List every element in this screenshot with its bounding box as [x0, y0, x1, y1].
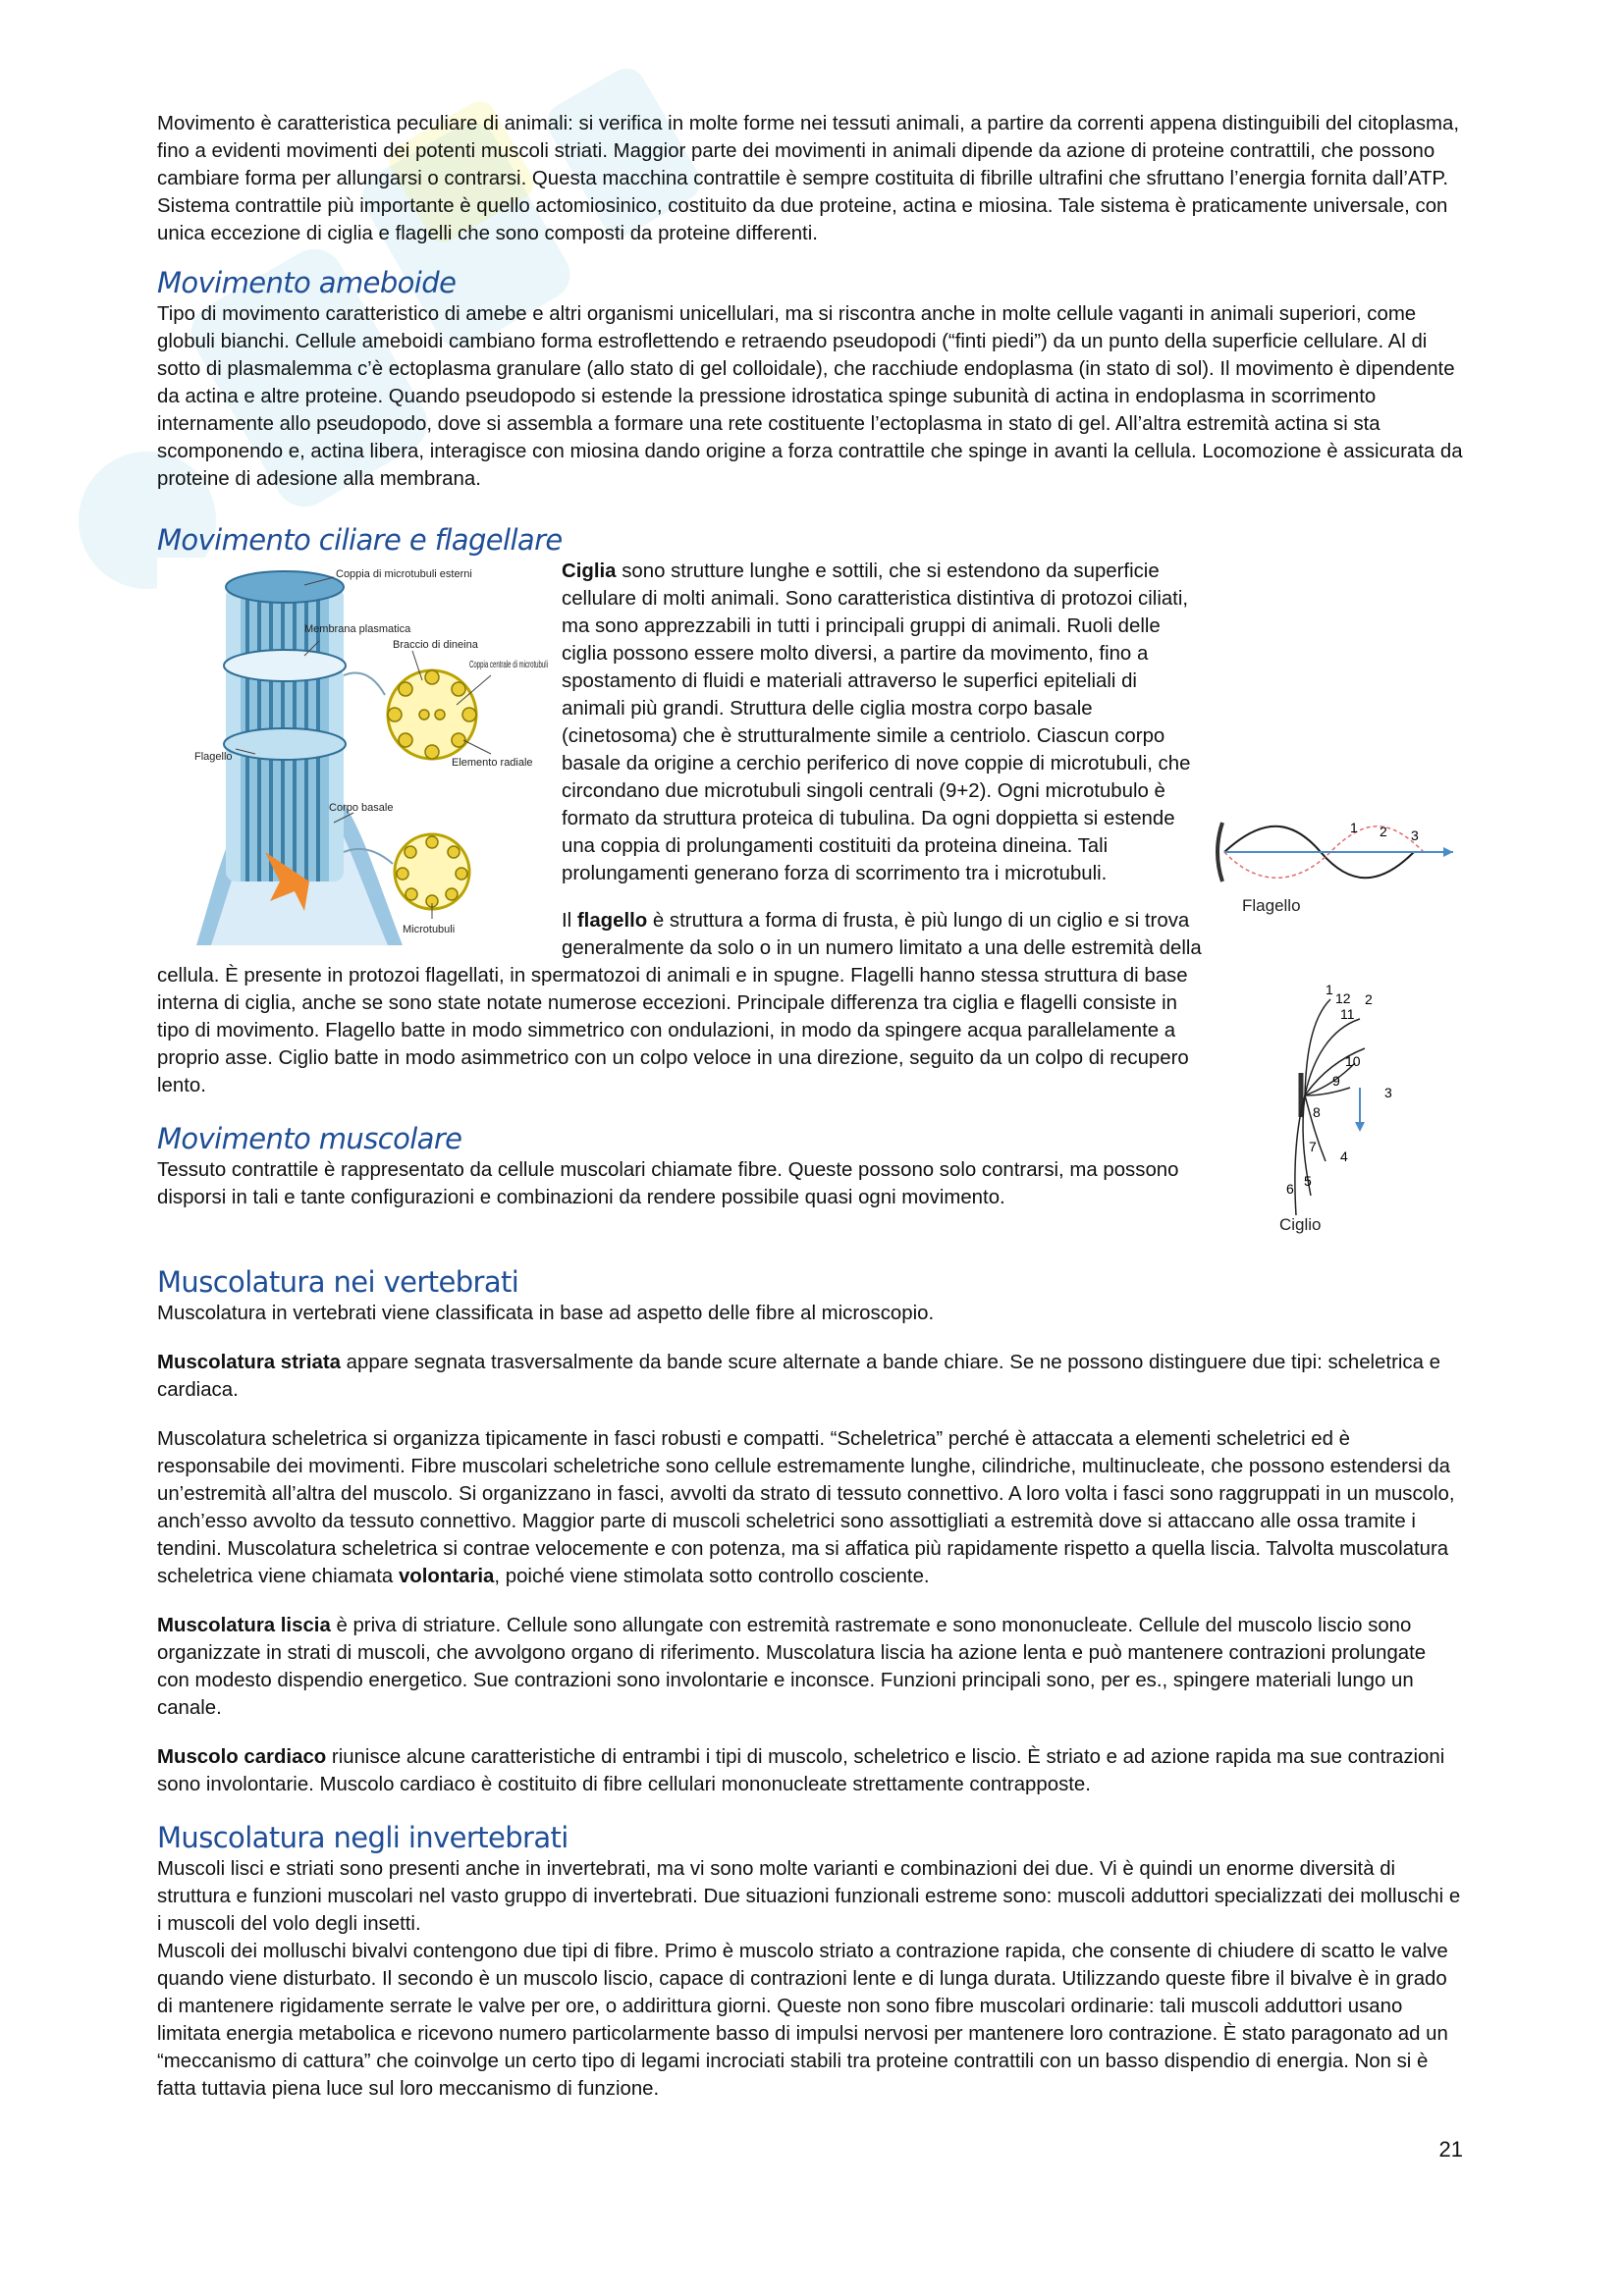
liscia-bold: Muscolatura liscia [157, 1615, 331, 1636]
ciglia-text: sono strutture lunghe e sottili, che si estendono da superficie cellulare di molti animali. Sono caratteristica distintiva di protozoi ciliati, ma sono apprezzabili in tutti i principali gruppi di animali. Ruoli delle ciglia possono essere molto diversi, a partire da movimento, fino a spostamento di fluidi e materiali attraverso le superfici epiteliali di animali più grandi. Struttura delle ciglia mostra corpo basale (cinetosoma) che è strutturalmente simile a centriolo. Ciascun corpo basale da origine a cerchio periferico di nove coppie di microtubuli, che circondano due microtubuli singoli centrali (9+2). Ogni microtubulo è formato da struttura proteica di tubulina. Da ogni doppietta si estende una coppia di prolungamenti costituiti da proteina dineina. Tali prolungamenti generano forza di scorrimento tra i microtubuli. [562, 561, 1191, 884]
ciglio-num-7: 7 [1309, 1139, 1317, 1154]
label-coppia-centrale: Coppia centrale di microtubuli [469, 660, 548, 670]
striata-paragraph [157, 1349, 1463, 1404]
scheletrica-text: Muscolatura scheletrica si organizza tipicamente in fasci robusti e compatti. “Scheletrica” perché è attaccata a elementi scheletrici ed è responsabile dei movimenti. Fibre muscolari scheletriche sono cellule estremamente lunghe, cilindriche, multinucleate, che possono estendersi da un’estremità all’altra del muscolo. Si organizzano in fasci, avvolti da strato di tessuto connettivo. A loro volta i fasci sono raggruppati in un muscolo, anch’esso avvolto da tessuto connettivo. Maggior parte di muscoli scheletrici sono assottigliati a estremità dove si attaccano alle ossa tramite i tendini. Muscolatura scheletrica si contrae velocemente e con potenza, ma si affatica più rapidamente rispetto a quella liscia. Talvolta muscolatura scheletrica viene chiamata [157, 1428, 1455, 1587]
ciglia-bold: Ciglia [562, 561, 617, 582]
label-membrana-plasmatica: Membrana plasmatica [304, 623, 411, 635]
ciglio-num-2: 2 [1365, 991, 1373, 1007]
page-content [157, 110, 1463, 2163]
flagello-bold: flagello [576, 910, 648, 932]
cardiaco-bold: Muscolo cardiaco [157, 1746, 327, 1768]
liscia-paragraph [157, 1612, 1463, 1722]
heading-muscolatura-invertebrati: Muscolatura negli invertebrati [157, 1821, 568, 1854]
label-elemento-radiale: Elemento radiale [452, 757, 533, 769]
vertebrati-paragraph: Muscolatura in vertebrati viene classificata in base ad aspetto delle fibre al microscopio. [157, 1303, 935, 1324]
flagello-caption: Flagello [1242, 896, 1301, 915]
ciglio-num-11: 11 [1340, 1006, 1355, 1022]
scheletrica-end: , poiché viene stimolata sotto controllo cosciente. [494, 1566, 930, 1587]
muscolare-paragraph: Tessuto contrattile è rappresentato da cellule muscolari chiamate fibre. Queste possono solo contrarsi, ma possono disporsi in tali e tante configurazioni e combinazioni da rendere possibile quasi ogni movimento. [157, 1159, 1179, 1208]
striata-bold: Muscolatura striata [157, 1352, 341, 1373]
volontaria-bold: volontaria [398, 1566, 495, 1587]
flagellum-wave-figure [1203, 813, 1463, 960]
liscia-text: è priva di striature. Cellule sono allungate con estremità rastremate e sono mononucleate. Cellule del muscolo liscio sono organizzate in strati di muscoli, che avvolgono organo di riferimento. Muscolatura liscia ha azione lenta e può mantenere contrazioni prolungate con modesto dispendio energetico. Sue contrazioni sono involontarie e inconsce. Funzioni principali sono, per es., spingere materiali lungo un canale. [157, 1615, 1427, 1719]
flagello-num-3: 3 [1411, 828, 1419, 843]
ciglio-num-10: 10 [1345, 1053, 1361, 1069]
ciglio-num-12: 12 [1335, 990, 1351, 1006]
ciglio-num-9: 9 [1332, 1073, 1340, 1089]
ciglio-num-4: 4 [1340, 1148, 1348, 1164]
label-braccio-dineina: Braccio di dineina [393, 639, 478, 651]
striata-text: appare segnata trasversalmente da bande scure alternate a bande chiare. Se ne possono distinguere due tipi: scheletrica e cardiaca. [157, 1352, 1440, 1401]
label-corpo-basale: Corpo basale [329, 802, 394, 814]
flagello-num-2: 2 [1380, 824, 1387, 839]
label-flagello: Flagello [194, 751, 233, 763]
ciglio-num-3: 3 [1384, 1085, 1392, 1100]
ciglio-caption: Ciglio [1279, 1215, 1322, 1234]
cilium-beat-figure [1203, 980, 1463, 1264]
scheletrica-paragraph [157, 1425, 1463, 1590]
intro-paragraph: Movimento è caratteristica peculiare di animali: si verifica in molte forme nei tessuti animali, a partire da correnti appena distinguibili del citoplasma, fino a evidenti movimenti dei potenti muscoli striati. Maggior parte dei movimenti in animali dipende da azione di proteine contrattili, che possono cambiare forma per allungarsi o contrarsi. Questa macchina contrattile è sempre costituita di fibrille ultrafini che sfruttano l’energia fornita dall’ATP. Sistema contrattile più importante è quello actomiosinico, costituito da due proteine, actina e miosina. Tale sistema è praticamente universale, con unica eccezione di ciglia e flagelli che sono composti da proteine differenti. [157, 113, 1459, 244]
flagello-pre: Il [562, 910, 577, 932]
heading-movimento-ciliare: Movimento ciliare e flagellare [157, 523, 563, 557]
ciglio-num-8: 8 [1313, 1104, 1321, 1120]
flagello-num-1: 1 [1350, 820, 1358, 835]
invertebrati-paragraph-1: Muscoli lisci e striati sono presenti anche in invertebrati, ma vi sono molte varianti e combinazioni dei due. Vi è quindi un enorme diversità di struttura e funzioni muscolari nel vasto gruppo di invertebrati. Due situazioni funzionali estreme sono: muscoli adduttori specializzati dei molluschi e i muscoli del volo degli insetti. [157, 1858, 1461, 1935]
cilium-structure-figure [157, 558, 550, 945]
ameboide-paragraph: Tipo di movimento caratteristico di amebe e altri organismi unicellulari, ma si riscontra anche in molte cellule vaganti in animali superiori, come globuli bianchi. Cellule ameboidi cambiano forma estroflettendo e retraendo pseudopodi (“finti piedi”) da un punto della superficie cellulare. Al di sotto di plasmalemma c’è ectoplasma granulare (allo stato di gel colloidale), che racchiude endoplasma (in stato di sol). Il movimento è dipendente da actina e altre proteine. Quando pseudopodo si estende la pressione idrostatica spinge subunità di actina in endoplasma in scorrimento internamente allo pseudopodo, dove si assembla a formare una rete costituente l’ectoplasma in stato di gel. All’altra estremità actina si sta scomponendo e, actina libera, interagisce con miosina dando origine a forza contrattile che spinge in avanti la cellula. Locomozione è assicurata da proteine di adesione alla membrana. [157, 303, 1463, 490]
cardiaco-text: riunisce alcune caratteristiche di entrambi i tipi di muscolo, scheletrico e liscio. È striato e ad azione rapida ma sue contrazioni sono involontarie. Muscolo cardiaco è costituito di fibre cellulari mononucleate strettamente contrapposte. [157, 1746, 1445, 1795]
label-microtubuli: Microtubuli [403, 924, 456, 935]
ciglio-num-6: 6 [1286, 1181, 1294, 1197]
heading-muscolatura-vertebrati: Muscolatura nei vertebrati [157, 1265, 519, 1299]
page-number: 21 [1438, 2137, 1463, 2162]
label-coppia-microtubuli: Coppia di microtubuli esterni [336, 568, 472, 580]
ciglio-num-1: 1 [1326, 982, 1333, 997]
heading-movimento-muscolare: Movimento muscolare [157, 1122, 462, 1155]
ciglio-num-5: 5 [1304, 1173, 1312, 1189]
invertebrati-paragraph-2: Muscoli dei molluschi bivalvi contengono due tipi di fibre. Primo è muscolo striato a contrazione rapida, che consente di chiudere di scatto le valve quando viene disturbato. Il secondo è un muscolo liscio, capace di contrazioni lente e di lunga durata. Utilizzando queste fibre il bivalve è in grado di mantenere rigidamente serrate le valve per ore, o addirittura giorni. Queste non sono fibre muscolari ordinarie: tali muscoli adduttori usano limitata energia metabolica e ricevono numero particolarmente basso di impulsi nervosi per mantenere loro contrazione. È stato paragonato ad un “meccanismo di cattura” che coinvolge un certo tipo di legami incrociati stabili tra proteine contrattili con un basso dispendio di energia. Non si è fatta tuttavia piena luce sul loro meccanismo di funzione. [157, 1941, 1448, 2100]
flagello-text: è struttura a forma di frusta, è più lungo di un ciglio e si trova generalmente da solo o in un numero limitato a una delle estremità della cellula. È presente in protozoi flagellati, in spermatozoi di animali e in spugne. Flagelli hanno stessa struttura di base interna di ciglia, anche se sono state notate numerose eccezioni. Principale differenza tra ciglia e flagelli consiste in tipo di movimento. Flagello batte in modo simmetrico con ondulazioni, in modo da spingere acqua parallelamente a proprio asse. Ciglio batte in modo asimmetrico con un colpo veloce in una direzione, seguito da un colpo di recupero lento. [157, 910, 1202, 1096]
heading-movimento-ameboide: Movimento ameboide [157, 266, 457, 299]
cardiaco-paragraph [157, 1743, 1463, 1798]
